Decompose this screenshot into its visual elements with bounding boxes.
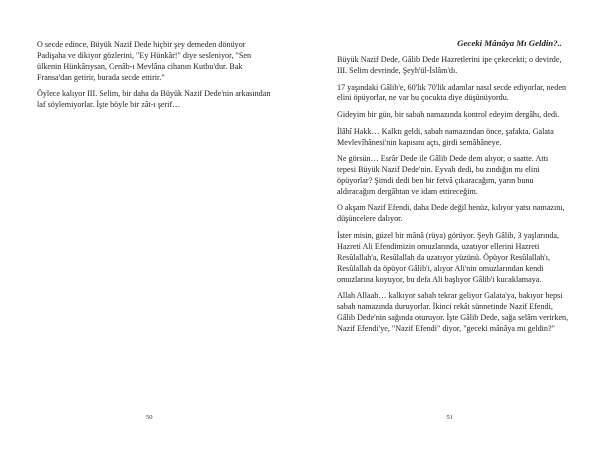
paragraph: İster misin, güzel bir mânâ (rüya) görüyor. Şeyh Gâlib, 3 yaşlarında, Hazreti Ali Efendimizin omuzlarında, uzatıyor ellerini Hazreti Resûlallah'a, Resûlallah da uzatıyor yüzünü. Öpüyor Resûlallah'ı, Resûlallah da öpüyor Gâlib'i, alıyor Ali'nin omuzlarından kendi omuzlarına koyuyor, bu defa Ali başlıyor Gâlib'i kucaklamaya. bbox=[337, 230, 560, 284]
running-header: Geceki Mânâya Mı Geldin?.. bbox=[457, 38, 562, 48]
right-page-body bbox=[337, 55, 569, 340]
paragraph: Büyük Nazif Dede, Gâlib Dede Hazretlerini ipe çekecekti; o devirde, III. Selim devrinde, Şeyh'ül-İslâm'dı. bbox=[337, 55, 562, 75]
paragraph: Gideyim bir gün, bir sabah namazında kontrol edeyim dergâhı, dedi. bbox=[337, 110, 560, 119]
paragraph: O akşam Nazif Efendi, daha Dede değil henüz, kılıyor yatsı namazını, düşüncelere dalıyor. bbox=[337, 203, 565, 224]
page-number: 51 bbox=[446, 414, 453, 421]
paragraph: İlâhî Hakk… Kalktı geldi, sabah namazından önce, şafakta. Galata Mevlevîhânesi'nin kapısını açtı, girdi semâhâneye. bbox=[337, 126, 554, 147]
left-page-body bbox=[37, 40, 273, 117]
paragraph: O secde edince, Büyük Nazif Dede hiçbir şey demeden dönüyor Padişaha ve dikiyor gözlerini, "Ey Hünkâr!" diye sesleniyor, "Sen ülkenin Hünkârıysan, Cenâb-ı Mevlâna cihanın Kutbu'dur. Bak Fransa'dan getirir, burada secde ettirir." bbox=[37, 40, 252, 82]
page-number: 50 bbox=[146, 414, 153, 421]
paragraph: 17 yaşındaki Gâlib'e, 60'lık 70'lik adamlar nasıl secde ediyorlar, neden elini öpüyorlar, ne var bu çocukta diye düşünüyordu. bbox=[337, 82, 567, 103]
paragraph: Allah Allaah… kalkıyor sabah tekrar geliyor Galata'ya, bakıyor hepsi sabah namazında duruyorlar. İkinci rekât sünnetinde Nazif Efendi, Gâlib Dede'nin sağında oturuyor. İşte Gâlib Dede, sağa selâm verirken, Nazif Efendi'ye, "Nazif Efendi" diyor, "geceki mânâya mı geldin?" bbox=[337, 291, 569, 333]
paragraph: Ne görsün… Esrâr Dede ile Gâlib Dede dem alıyor, o saatte. Attı tepesi Büyük Nazif Dede'nin. Eyvah dedi, bu zındığın mı elini öpüyorlar? Şimdi dedi ben bir fetvâ çıkaracağım, yarın bunu aldıracağım dergâhtan ve idam ettireceğim. bbox=[337, 154, 549, 196]
paragraph: Öylece kalıyor III. Selim, bir daha da Büyük Nazif Dede'nin arkasından laf söylemiyorlar. İşte böyle bir zât-ı şerif… bbox=[37, 89, 271, 110]
right-page bbox=[300, 0, 600, 449]
